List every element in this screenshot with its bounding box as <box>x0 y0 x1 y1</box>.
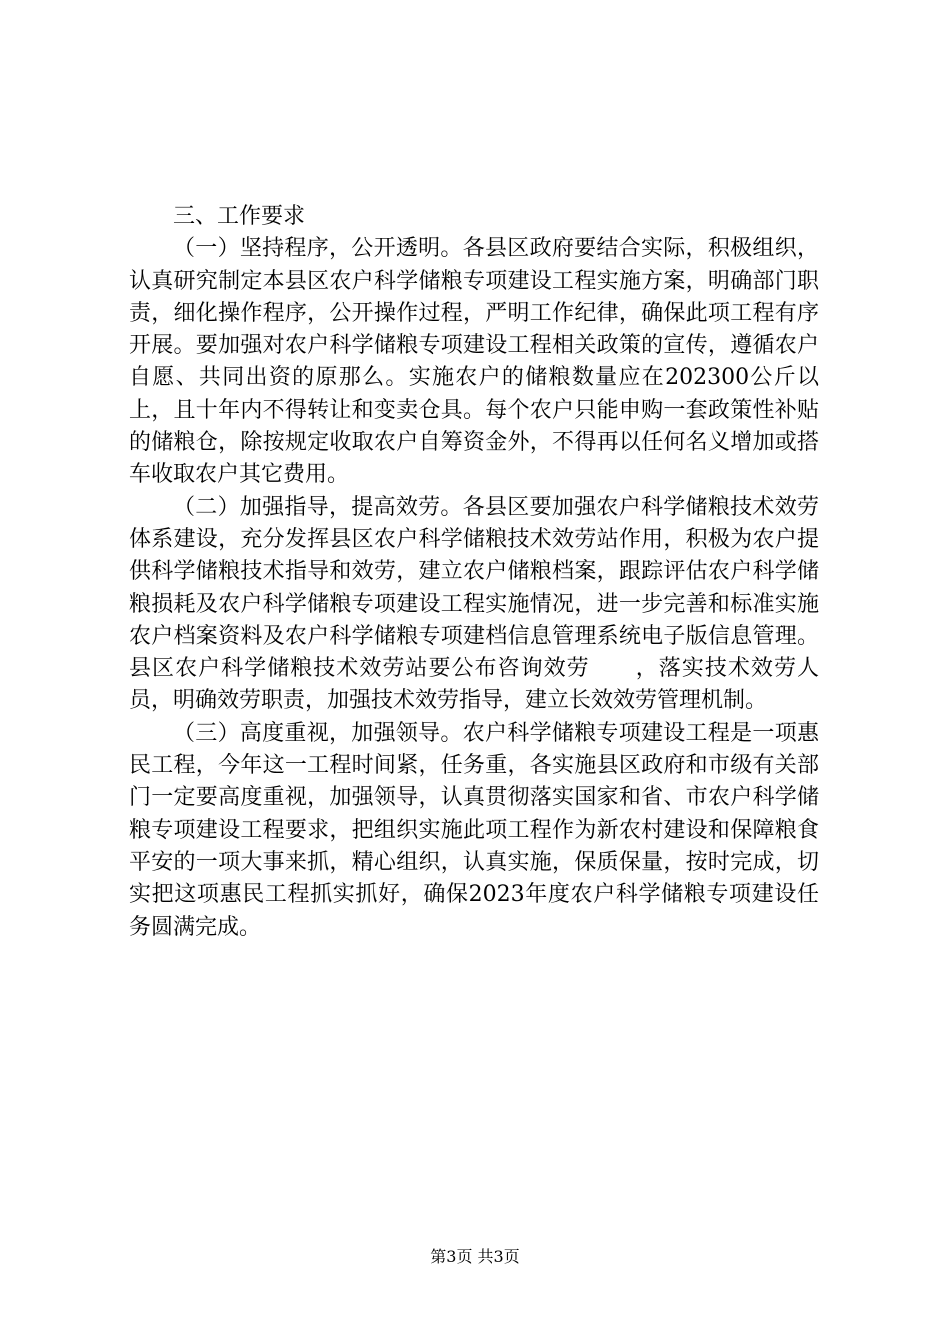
paragraph-3: （三）高度重视，加强领导。农户科学储粮专项建设工程是一项惠民工程，今年这一工程时间紧，任务重，各实施县区政府和市级有关部门一定要高度重视，加强领导，认真贯彻落实国家和省、市农户科学储粮专项建设工程要求，把组织实施此项工程作为新农村建设和保障粮食平安的一项大事来抓，精心组织，认真实施，保质保量，按时完成，切实把这项惠民工程抓实抓好，确保2023年度农户科学储粮专项建设任务圆满完成。 <box>129 720 819 940</box>
section-heading: 三、工作要求 <box>173 204 306 229</box>
page-footer: 第3页 共3页 <box>430 1247 520 1266</box>
paragraph-1: （一）坚持程序，公开透明。各县区政府要结合实际，积极组织，认真研究制定本县区农户科学储粮专项建设工程实施方案，明确部门职责，细化操作程序，公开操作过程，严明工作纪律，确保此项工程有序开展。要加强对农户科学储粮专项建设工程相关政策的宣传，遵循农户自愿、共同出资的原那么。实施农户的储粮数量应在202300公斤以上，且十年内不得转让和变卖仓具。每个农户只能申购一套政策性补贴的储粮仓，除按规定收取农户自筹资金外，不得再以任何名义增加或搭车收取农户其它费用。 <box>129 236 819 488</box>
paragraph-2: （二）加强指导，提高效劳。各县区要加强农户科学储粮技术效劳体系建设，充分发挥县区农户科学储粮技术效劳站作用，积极为农户提供科学储粮技术指导和效劳，建立农户储粮档案，跟踪评估农户科学储粮损耗及农户科学储粮专项建设工程实施情况，进一步完善和标准实施农户档案资料及农户科学储粮专项建档信息管理系统电子版信息管理。县区农户科学储粮技术效劳站要公布咨询效劳 ，落实技术效劳人员，明确效劳职责，加强技术效劳指导，建立长效效劳管理机制。 <box>129 494 819 714</box>
document-body <box>129 201 819 944</box>
